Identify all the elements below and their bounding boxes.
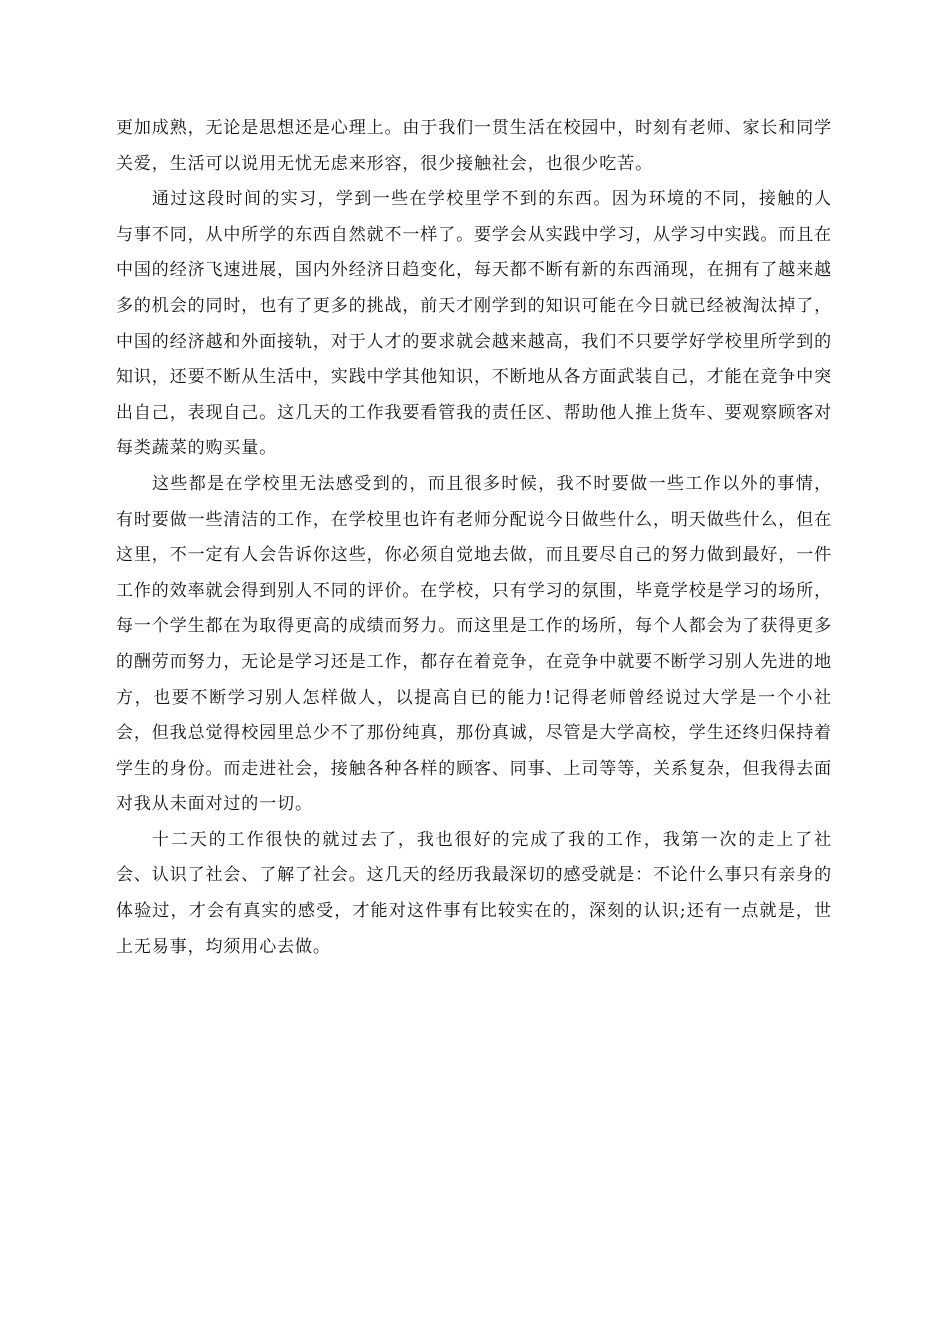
- paragraph-2: 通过这段时间的实习，学到一些在学校里学不到的东西。因为环境的不同，接触的人与事不同，从中所学的东西自然就不一样了。要学会从实践中学习，从学习中实践。而且在中国的经济飞速进展，国内外经济日趋变化，每天都不断有新的东西涌现，在拥有了越来越多的机会的同时，也有了更多的挑战，前天才刚学到的知识可能在今日就已经被淘汰掉了，中国的经济越和外面接轨，对于人才的要求就会越来越高，我们不只要学好学校里所学到的知识，还要不断从生活中，实践中学其他知识，不断地从各方面武装自己，才能在竞争中突出自己，表现自己。这几天的工作我要看管我的责任区、帮助他人推上货车、要观察顾客对每类蔬菜的购买量。: [116, 189, 832, 459]
- document-body: [116, 111, 832, 965]
- paragraph-1: 更加成熟，无论是思想还是心理上。由于我们一贯生活在校园中，时刻有老师、家长和同学关爱，生活可以说用无忧无虑来形容，很少接触社会，也很少吃苦。: [116, 118, 832, 174]
- paragraph-4: 十二天的工作很快的就过去了，我也很好的完成了我的工作，我第一次的走上了社会、认识了社会、了解了社会。这几天的经历我最深切的感受就是：不论什么事只有亲身的体验过，才会有真实的感受，才能对这件事有比较实在的，深刻的认识;还有一点就是，世上无易事，均须用心去做。: [116, 829, 832, 957]
- paragraph-3: 这些都是在学校里无法感受到的，而且很多时候，我不时要做一些工作以外的事情，有时要做一些清洁的工作，在学校里也许有老师分配说今日做些什么，明天做些什么，但在这里，不一定有人会告诉你这些，你必须自觉地去做，而且要尽自己的努力做到最好，一件工作的效率就会得到别人不同的评价。在学校，只有学习的氛围，毕竟学校是学习的场所，每一个学生都在为取得更高的成绩而努力。而这里是工作的场所，每个人都会为了获得更多的酬劳而努力，无论是学习还是工作，都存在着竞争，在竞争中就要不断学习别人先进的地方，也要不断学习别人怎样做人，以提高自已的能力!记得老师曾经说过大学是一个小社会，但我总觉得校园里总少不了那份纯真，那份真诚，尽管是大学高校，学生还终归保持着学生的身份。而走进社会，接触各种各样的顾客、同事、上司等等，关系复杂，但我得去面对我从未面对过的一切。: [116, 473, 832, 815]
